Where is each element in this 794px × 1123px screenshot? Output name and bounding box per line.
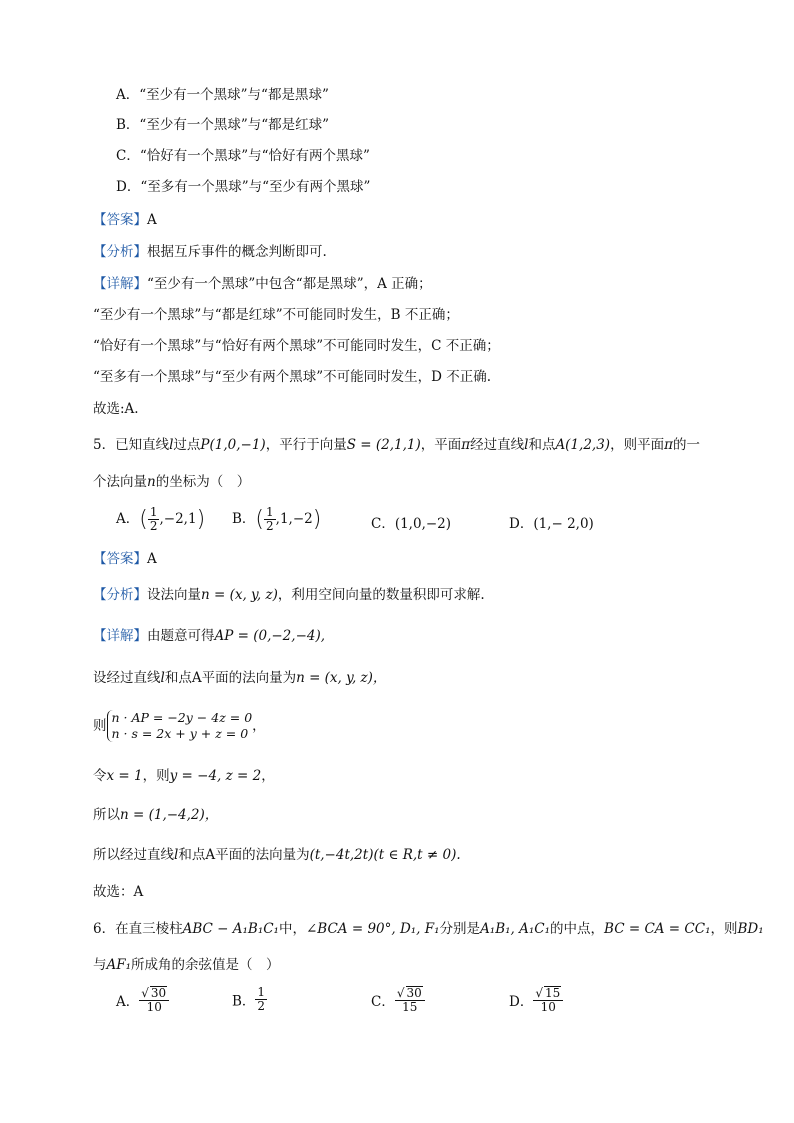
stem-text: 5．已知直线: [93, 437, 170, 453]
stem-text: ，则平面: [610, 437, 665, 453]
line-symbol: l: [174, 847, 179, 863]
detail-text: 所以: [93, 807, 120, 823]
option-label: B．: [232, 993, 256, 1010]
detail-tag: 【详解】: [93, 628, 147, 644]
point-label: A: [191, 670, 202, 686]
equation-system: [107, 710, 253, 742]
stem-text: 和点: [528, 437, 556, 453]
q6-option-c: [371, 986, 425, 1014]
numerator: 1: [149, 505, 158, 519]
stem-text: 分别是: [439, 921, 481, 937]
q4-option-d: D．“至多有一个黑球”与“至少有两个黑球”: [116, 179, 371, 195]
q6-options: [116, 986, 676, 1024]
equation-2: n · s = 2x + y + z = 0: [111, 726, 249, 741]
fraction: [139, 986, 169, 1014]
analysis-text: 根据互斥事件的概念判断即可.: [147, 244, 327, 260]
radicand: 15: [544, 986, 561, 1000]
q4-conclusion: 故选:A.: [93, 401, 139, 417]
detail-tag: 【详解】: [93, 276, 147, 292]
stem-text: 的一: [672, 437, 700, 453]
segment-bd: BD₁: [737, 921, 764, 937]
option-value: ,−2,1: [159, 511, 197, 527]
answer-value: A: [147, 212, 157, 228]
numerator: √ 30: [395, 986, 425, 1001]
equation: x = 1: [106, 768, 143, 784]
q4-detail-line-1: [93, 275, 432, 293]
q5-option-a: A．( $\frac{1}{2}$ ,−2,1): [116, 505, 206, 533]
vector-n-eq: n = (x, y, z)，: [296, 670, 387, 686]
stem-text: 过点: [173, 437, 201, 453]
q5-stem-line-2: [93, 473, 250, 491]
numerator: √ 15: [533, 986, 563, 1001]
point-a: A(1,2,3): [555, 437, 611, 453]
q6-stem-line-2: [93, 956, 280, 974]
q5-option-b: B．( $\frac{1}{2}$ ,1,−2): [232, 505, 322, 533]
analysis-text: ，利用空间向量的数量积即可求解.: [277, 587, 485, 603]
segments: A₁B₁, A₁C₁: [480, 921, 551, 937]
answer-value: A: [147, 551, 157, 567]
option-label: A．: [116, 994, 140, 1010]
detail-text: 所以经过直线: [93, 847, 174, 863]
fraction: [264, 506, 276, 533]
q4-option-a: A．“至少有一个黑球”与“都是黑球”: [116, 87, 329, 103]
q5-conclusion: 故选：A: [93, 884, 144, 900]
detail-text: 设经过直线: [93, 670, 161, 686]
plane-symbol: π: [461, 437, 471, 453]
point-label: A: [205, 847, 216, 863]
q6-option-a: [116, 986, 169, 1014]
stem-text: 的中点，: [550, 921, 605, 937]
q4-answer: [93, 211, 157, 229]
plane-symbol: π: [664, 437, 673, 453]
numerator: 1: [266, 505, 274, 519]
fraction: [533, 986, 563, 1014]
angle: ∠BCA = 90°, D₁, F₁: [305, 921, 440, 937]
q4-detail-line-4: “至多有一个黑球”与“至少有两个黑球”不可能同时发生，D 不正确.: [93, 369, 492, 385]
equation: y = −4, z = 2: [169, 768, 262, 784]
line-symbol: l: [160, 670, 165, 686]
detail-text: 和点: [178, 847, 206, 863]
analysis-tag: 【分析】: [93, 244, 147, 260]
stem-text: 个法向量: [93, 474, 147, 490]
radicand: 30: [406, 986, 422, 1000]
q4-option-b: B．“至少有一个黑球”与“都是红球”: [116, 117, 330, 133]
detail-text: ，: [261, 768, 275, 784]
numerator: 1: [257, 985, 266, 999]
stem-text: 经过直线: [470, 437, 525, 453]
detail-text: ，则: [142, 768, 170, 784]
answer-tag: 【答案】: [93, 212, 147, 228]
answer-tag: 【答案】: [93, 551, 147, 567]
analysis-text: 设法向量: [147, 587, 201, 603]
q5-detail-so: [93, 806, 218, 824]
vector-n-eq: n = (x, y, z): [201, 587, 278, 603]
option-label: C．: [371, 994, 395, 1010]
numerator: √ 30: [139, 986, 169, 1001]
q5-detail-final: [93, 846, 461, 864]
detail-text: “至少有一个黑球”中包含“都是黑球”，A 正确；: [147, 276, 432, 292]
q4-detail-line-2: “至少有一个黑球”与“都是红球”不可能同时发生，B 不正确；: [93, 307, 459, 323]
analysis-tag: 【分析】: [93, 587, 147, 603]
normal-vector-eq: (t,−4t,2t)(t ∈ R,t ≠ 0).: [309, 847, 461, 863]
q5-detail-let: [93, 767, 275, 785]
vector-ap-eq: AP = (0,−2,−4),: [214, 628, 326, 644]
q5-detail-system: [93, 710, 266, 742]
detail-text: ，: [252, 718, 266, 734]
denominator: 2: [257, 999, 266, 1013]
point-p: P(1,0,−1): [200, 437, 266, 453]
stem-text: 的坐标为（ ）: [155, 474, 251, 490]
q5-option-c: C．(1,0,−2): [371, 516, 452, 532]
detail-text: 则: [93, 718, 107, 734]
vector-n-eq: n = (1,−4,2)，: [120, 807, 219, 823]
vector-s: S = (2,1,1): [346, 437, 421, 453]
denominator: 10: [540, 1000, 556, 1014]
q6-option-b: [232, 986, 267, 1013]
q4-detail-line-3: “恰好有一个黑球”与“恰好有两个黑球”不可能同时发生，C 不正确；: [93, 338, 500, 354]
vector-n: n: [147, 474, 156, 490]
line-symbol: l: [169, 437, 174, 453]
detail-text: 和点: [164, 670, 192, 686]
detail-text: 令: [93, 768, 107, 784]
q5-option-d: D．(1,− 2,0): [509, 516, 594, 532]
denominator: 10: [146, 1000, 162, 1014]
q5-stem-line-1: [93, 436, 700, 454]
stem-text: ，平行于向量: [265, 437, 347, 453]
q6-option-d: [509, 986, 563, 1014]
fraction: [395, 986, 425, 1014]
stem-text: 中，: [278, 921, 306, 937]
q5-detail-line-1: [93, 627, 325, 645]
stem-text: ，平面: [420, 437, 462, 453]
stem-text: ，则: [710, 921, 738, 937]
option-label: D．: [509, 994, 534, 1010]
line-symbol: l: [524, 437, 529, 453]
q5-detail-line-2: [93, 669, 386, 687]
stem-text: 6．在直三棱柱: [93, 921, 183, 937]
fraction: [255, 986, 267, 1013]
denominator: 2: [266, 519, 274, 533]
equal-edges: BC = CA = CC₁: [604, 921, 711, 937]
option-label: A．: [116, 511, 140, 527]
stem-text: 所成角的余弦值是（ ）: [131, 957, 280, 973]
detail-text: 平面的法向量为: [215, 847, 310, 863]
stem-text: 与: [93, 957, 107, 973]
option-label: B．: [232, 511, 256, 527]
equation-1: n · AP = −2y − 4z = 0: [111, 710, 253, 725]
detail-text: 由题意可得: [147, 628, 215, 644]
denominator: 2: [149, 519, 158, 533]
q6-stem-line-1: [93, 920, 764, 938]
prism: ABC − A₁B₁C₁: [182, 921, 279, 937]
q5-options: [116, 506, 676, 536]
radicand: 30: [150, 986, 167, 1000]
q4-option-c: C．“恰好有一个黑球”与“恰好有两个黑球”: [116, 148, 370, 164]
q4-analysis: [93, 243, 327, 261]
segment-af: AF₁: [106, 957, 132, 973]
q5-answer: [93, 550, 157, 568]
option-value: ,1,−2: [275, 511, 313, 527]
q5-analysis: [93, 586, 485, 604]
fraction: [148, 506, 160, 533]
denominator: 15: [402, 1000, 418, 1014]
detail-text: 平面的法向量为: [201, 670, 297, 686]
